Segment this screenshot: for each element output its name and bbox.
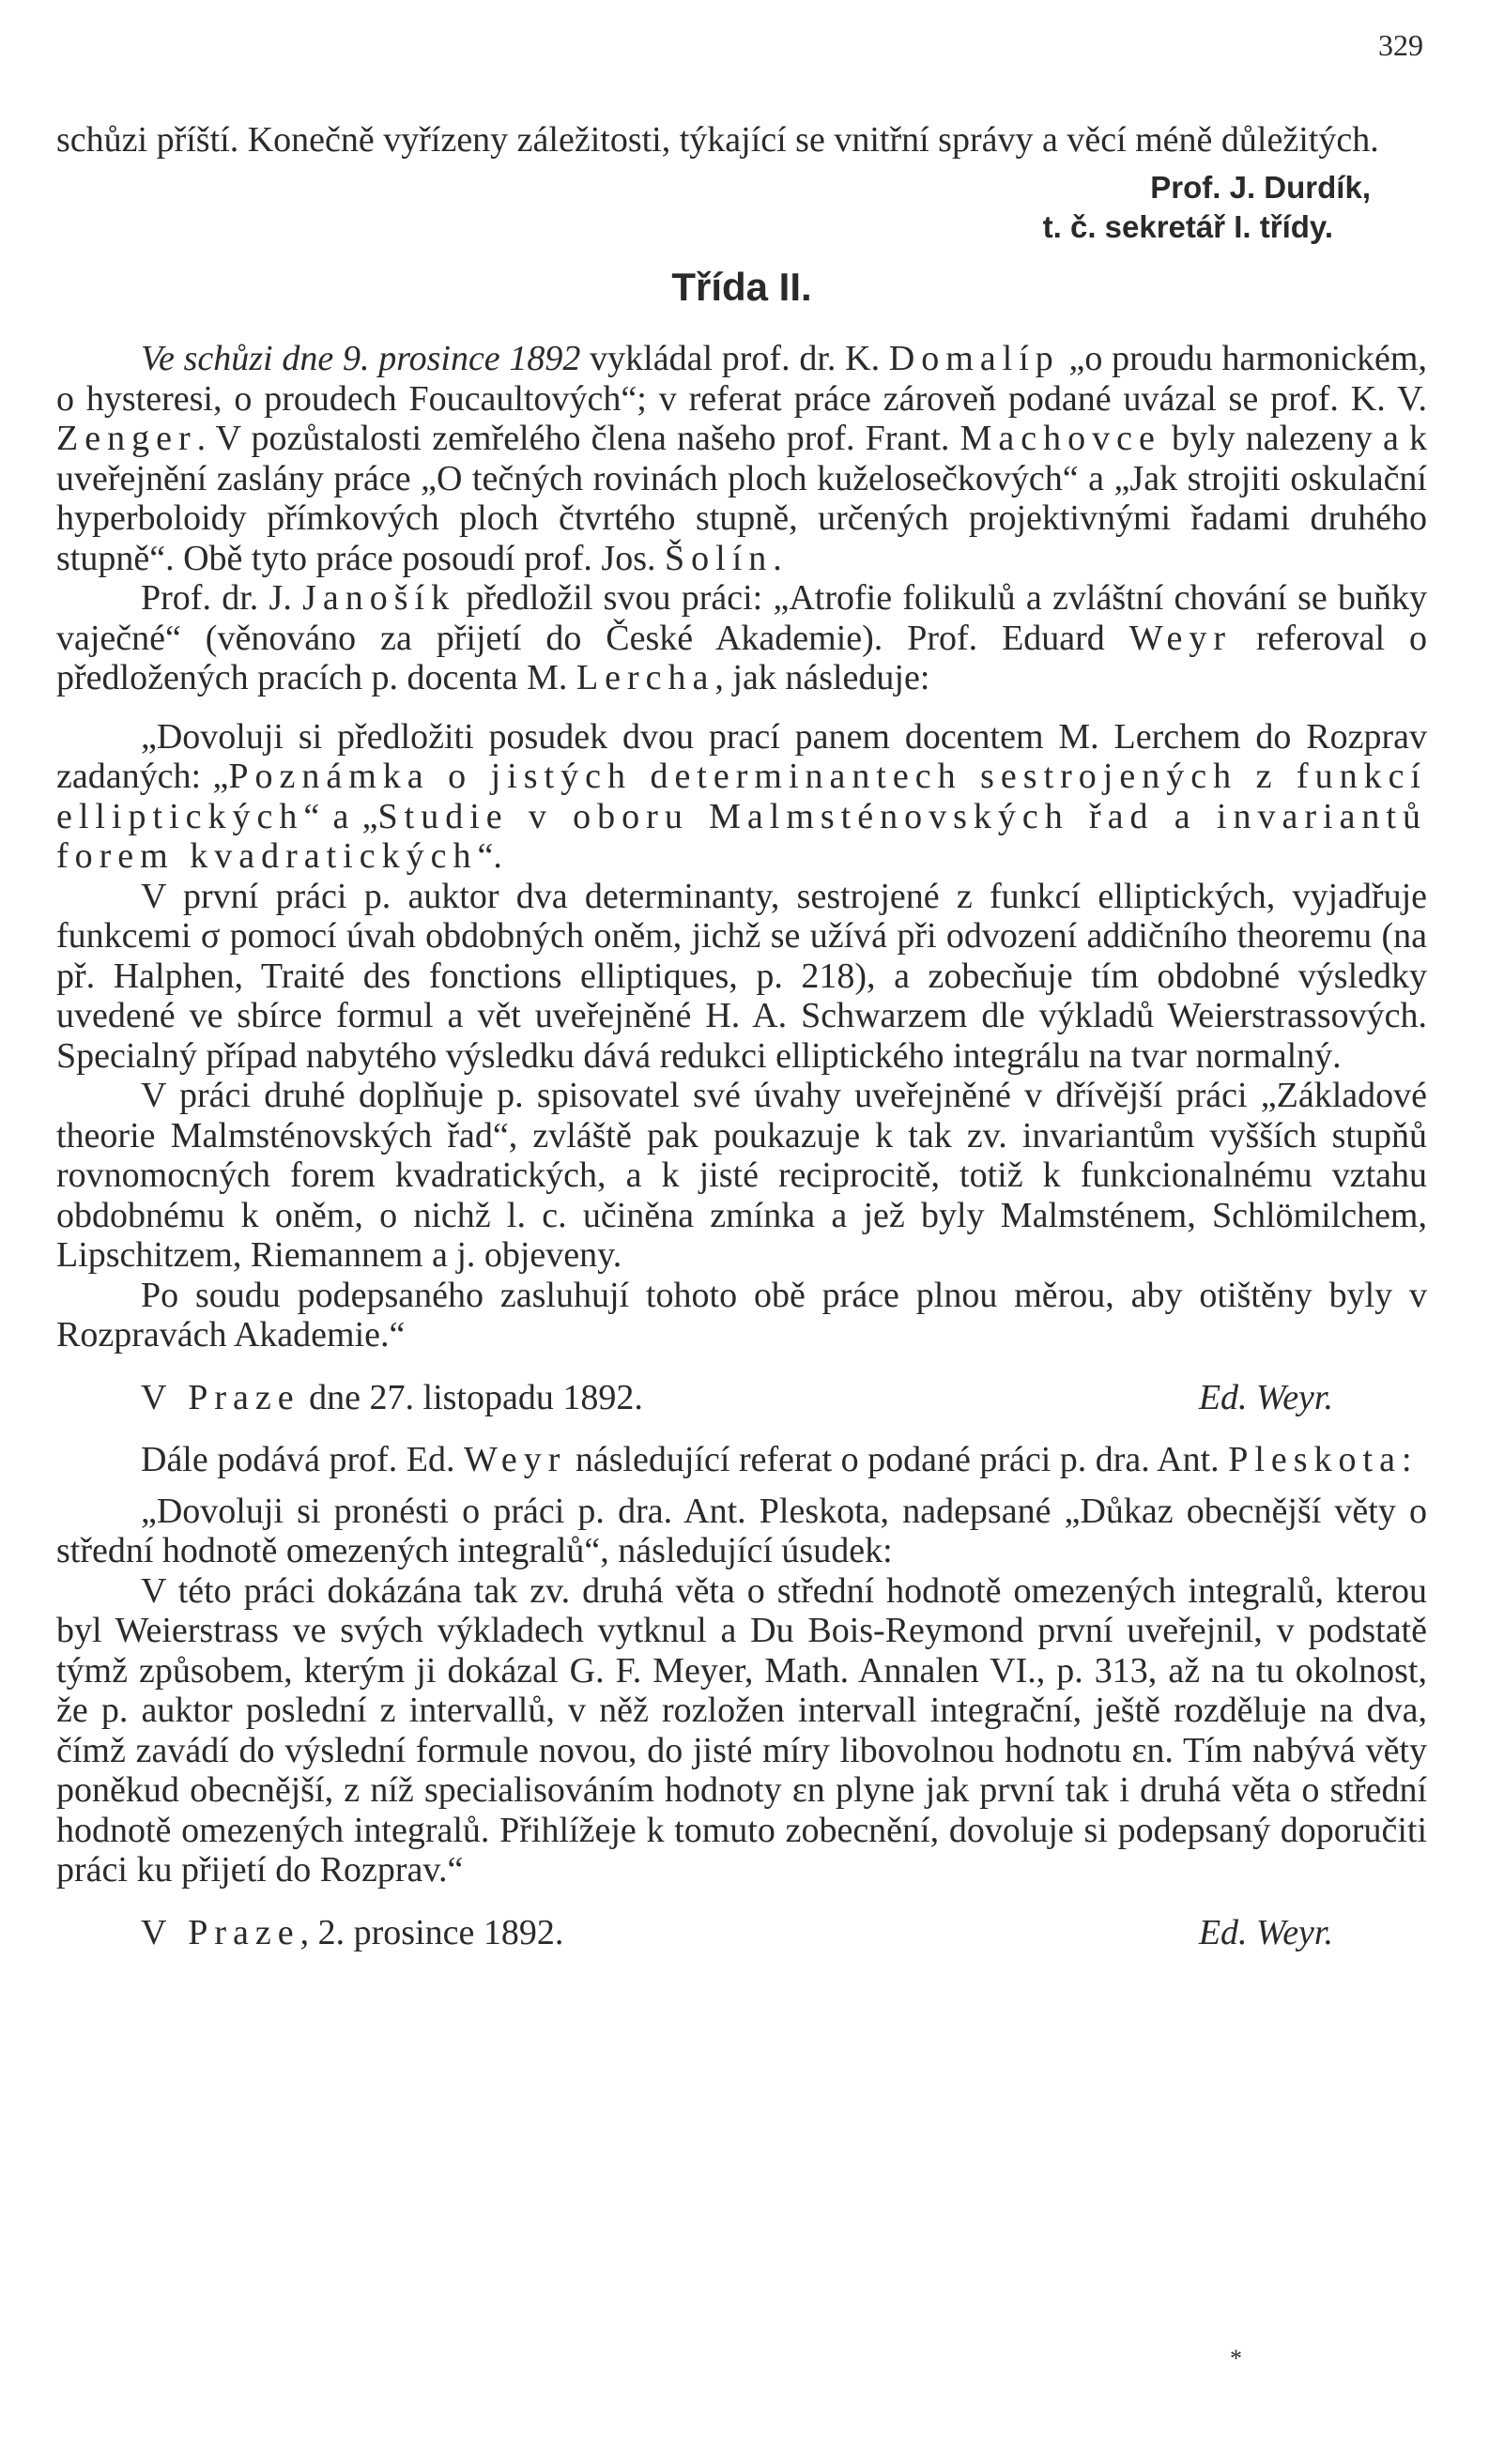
- lerch-report-p2: V první práci p. auktor dva determinanty, sestrojené z funkcí elliptických, vyjadřuje funkcemi σ pomocí úvah obdobných oněm, jichž se užívá při odvození addičního theoremu (na př. Halphen, Traité des fonctions elliptiques, p. 218), a zobecňuje tím obdobné výsledky uvedené ve sbírce formul a vět uveřejněné H. A. Schwarzem dle výkladů Weierstrassových. Specialný případ nabytého výsledku dává redukci elliptického integrálu na tvar normalný.: [56, 876, 1427, 1076]
- name-lerch: Lercha: [576, 658, 715, 697]
- session-text: „o proudu harmonickém, o hysteresi, o proudech Foucaultových“; v referat práce zároveň podané uvázal se prof. K. V.: [56, 339, 1427, 419]
- janosik-text: předložil svou práci: „Atrofie folikulů a zvláštní chování se buňky vaječné“ (věnováno za přijetí do České Akademie). Prof. Eduard: [56, 578, 1427, 658]
- janosik-text: referoval o předložených pracích p. docenta M.: [56, 618, 1428, 697]
- report-text: „Dovoluji si předložiti posudek dvou prací panem docentem M. Lerchem do Rozprav zadaných: „: [56, 716, 1427, 796]
- janosik-paragraph: [56, 578, 1427, 698]
- document-body: [56, 120, 1427, 1975]
- dateline-place-date: [141, 1378, 643, 1418]
- dateline-place-date: [141, 1913, 563, 1953]
- work-title-2: Studie v oboru Malmsténovských řad a invariantů forem kvadratických: [56, 796, 1427, 876]
- name-weyr: Weyr: [1128, 618, 1233, 658]
- name-domalip: Domalíp: [888, 339, 1060, 378]
- janosik-text: , jak následuje:: [714, 658, 930, 697]
- lerch-report-dateline: [56, 1378, 1427, 1418]
- name-solin: Šolín: [665, 538, 774, 578]
- date-text: , 2. prosince 1892.: [299, 1912, 564, 1952]
- session-text: vykládal prof. dr. K.: [580, 339, 889, 378]
- footer-mark: *: [1230, 2345, 1242, 2372]
- pleskot-intro-text: následující referat o podané práci p. dra. Ant.: [566, 1440, 1229, 1479]
- name-pleskot: Pleskota: [1228, 1440, 1402, 1479]
- pleskot-intro-paragraph: [56, 1440, 1427, 1480]
- lerch-report-p4: Po soudu podepsaného zasluhují tohoto obě práce plnou měrou, aby otištěny byly v Rozpravách Akademie.“: [56, 1275, 1427, 1354]
- session-text: . V pozůstalosti zemřelého člena našeho prof. Frant.: [196, 419, 960, 458]
- pleskot-report-p1: „Dovoluji si pronésti o práci p. dra. Ant. Pleskota, nadepsané „Důkaz obecnější věty o střední hodnotě omezených integralů“, následující úsudek:: [56, 1491, 1427, 1570]
- session-text: .: [773, 538, 782, 578]
- name-machovec: Machovce: [959, 419, 1161, 458]
- report-signature: Ed. Weyr.: [1198, 1912, 1333, 1952]
- session-text: byly nalezeny a k uveřejnění zaslány práce „O tečných rovinách ploch kuželosečkových“ a „Jak strojiti oskulační hyperboloidy přímkových ploch čtvrtého stupně, určených projektivnými řadami druhého stupně“. Obě tyto práce posoudí prof. Jos.: [56, 419, 1427, 578]
- date-place: V Praze: [141, 1377, 300, 1417]
- report-signature: Ed. Weyr.: [1198, 1377, 1333, 1417]
- signature-name: Prof. J. Durdík,: [1150, 169, 1371, 205]
- date-place: V Praze: [141, 1912, 300, 1952]
- janosik-text: Prof. dr. J.: [141, 578, 303, 618]
- pleskot-report-dateline: [56, 1913, 1427, 1953]
- intro-paragraph: schůzi příští. Konečně vyřízeny záležitosti, týkající se vnitřní správy a věcí méně důležitých.: [56, 120, 1379, 160]
- lerch-report-p1: [56, 717, 1427, 877]
- lerch-report-p3: V práci druhé doplňuje p. spisovatel své úvahy uveřejněné v dřívější práci „Základové theorie Malmsténovských řad“, zvláště pak poukazuje k tak zv. invariantům vyšších stupňů rovnomocných forem kvadratických, a k jisté reciprocitě, totiž k funkcionalnému vztahu obdobnému k oněm, o nichž l. c. učiněna zmínka a jež byly Malmsténem, Schlömilchem, Lipschitzem, Riemannem a j. objeveny.: [56, 1076, 1427, 1275]
- section-heading: Třída II.: [671, 264, 812, 309]
- signature-durdik: [56, 168, 1427, 247]
- session-paragraph: [56, 339, 1427, 578]
- pleskot-intro-text: :: [1401, 1440, 1412, 1479]
- signature-role: t. č. sekretář I. třídy.: [1042, 208, 1333, 244]
- report-text: “.: [477, 836, 502, 876]
- name-zenger: Zenger: [56, 419, 197, 458]
- session-date: Ve schůzi dne 9. prosince 1892: [141, 339, 581, 378]
- pleskot-intro-text: Dále podává prof. Ed.: [141, 1440, 464, 1479]
- name-weyr: Weyr: [464, 1440, 567, 1479]
- name-janosik: Janošík: [302, 578, 456, 618]
- report-text: “ a „: [303, 796, 378, 836]
- pleskot-report-p2: V této práci dokázána tak zv. druhá věta o střední hodnotě omezených integralů, kterou byl Weierstrass ve svých výkladech vytknul a Du Bois-Reymond první uveřejnil, v podstatě týmž způsobem, kterým ji dokázal G. F. Meyer, Math. Annalen VI., p. 313, až na tu okolnost, že p. auktor poslední z intervallů, v něž rozložen intervall integrační, ještě rozděluje na dva, čímž zavádí do výslední formule novou, do jisté míry libovolnou hodnotu εn. Tím nabývá věty poněkud obecnější, z níž specialisováním hodnoty εn plyne jak první tak i druhá věta o střední hodnotě omezených integralů. Přihlížeje k tomuto zobecnění, dovoluje si podepsaný doporučiti práci ku přijetí do Rozprav.“: [56, 1570, 1427, 1890]
- page-number: 329: [1378, 28, 1423, 62]
- work-title-1: Poznámka o jistých determinantech sestrojených z funkcí elliptických: [56, 757, 1427, 836]
- date-text: dne 27. listopadu 1892.: [299, 1377, 643, 1417]
